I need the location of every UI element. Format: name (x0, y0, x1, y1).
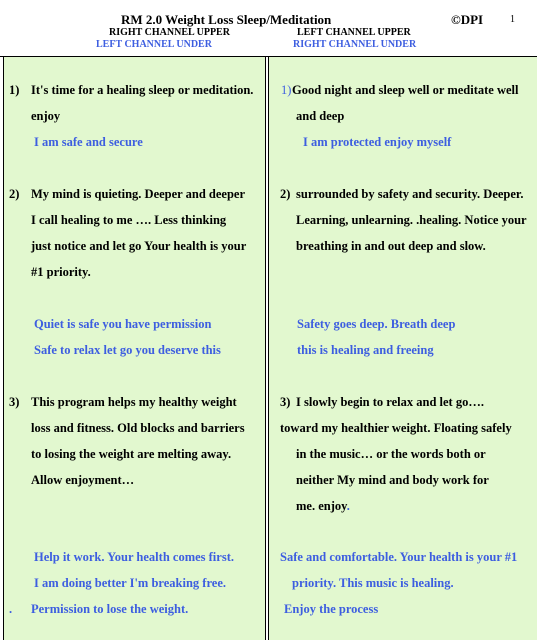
left-section-2-affirmation: Quiet is safe you have permission (34, 317, 212, 331)
center-divider-inner (268, 57, 269, 640)
right-section-3-line: toward my healthier weight. Floating safely (280, 421, 512, 435)
right-section-3-period: . (346, 499, 350, 513)
left-section-2-line: just notice and let go Your health is your (31, 239, 247, 253)
left-column-upper-label: RIGHT CHANNEL UPPER (109, 27, 230, 38)
right-section-3-affirmation: priority. This music is healing. (292, 576, 454, 590)
right-section-2-line: breathing in and out deep and slow. (296, 239, 486, 253)
right-section-1-line: and deep (296, 109, 345, 123)
left-section-3-line: Allow enjoyment… (31, 473, 135, 487)
left-section-1-affirmation: I am safe and secure (34, 135, 143, 149)
right-section-2-line: surrounded by safety and security. Deeper. (296, 187, 524, 201)
left-section-1-line: enjoy (31, 109, 61, 123)
right-section-3-line: I slowly begin to relax and let go…. (296, 395, 484, 409)
left-section-3-line: loss and fitness. Old blocks and barriers (31, 421, 245, 435)
left-section-3-number: 3) (9, 395, 20, 409)
left-section-3-affirmation: Permission to lose the weight. (31, 602, 189, 616)
page-number: 1 (510, 14, 515, 25)
right-section-3-affirmation: Safe and comfortable. Your health is your #1 (280, 550, 518, 564)
left-section-2-number: 2) (9, 187, 20, 201)
right-section-3-affirmation: Enjoy the process (284, 602, 379, 616)
right-section-3-line: neither My mind and body work for (296, 473, 489, 487)
center-divider (265, 57, 266, 640)
left-section-1-line: It's time for a healing sleep or meditation. (31, 83, 254, 97)
left-section-2-line: My mind is quieting. Deeper and deeper (31, 187, 246, 201)
left-border (3, 57, 4, 640)
left-section-3-affirmation: Help it work. Your health comes first. (34, 550, 234, 564)
right-section-3-line (296, 500, 350, 513)
right-section-1-affirmation: I am protected enjoy myself (303, 135, 452, 149)
right-section-2-line: Learning, unlearning. .healing. Notice your (296, 213, 527, 227)
left-section-3-affirmation: I am doing better I'm breaking free. (34, 576, 227, 590)
right-section-3-enjoy: me. enjoy (296, 499, 347, 513)
left-section-2-affirmation: Safe to relax let go you deserve this (34, 343, 221, 357)
copyright-mark: ©DPI (451, 12, 484, 27)
left-column-under-label: LEFT CHANNEL UNDER (96, 39, 212, 50)
left-section-3-line: to losing the weight are melting away. (31, 447, 232, 461)
left-section-3-line: This program helps my healthy weight (31, 395, 237, 409)
left-section-3-bullet: . (9, 602, 13, 616)
right-section-1-line: Good night and sleep well or meditate well (292, 83, 519, 97)
right-section-3-line: in the music… or the words both or (296, 447, 486, 461)
left-section-2-line: #1 priority. (31, 265, 91, 279)
left-section-2-line: I call healing to me …. Less thinking (31, 213, 227, 227)
right-section-1-number: 1) (281, 83, 292, 97)
right-section-3-number: 3) (280, 395, 291, 409)
right-section-2-affirmation: this is healing and freeing (297, 343, 434, 357)
right-column-upper-label: LEFT CHANNEL UPPER (297, 27, 411, 38)
right-column-under-label: RIGHT CHANNEL UNDER (293, 39, 417, 50)
document-title: RM 2.0 Weight Loss Sleep/Meditation (121, 12, 332, 27)
document-header (0, 0, 537, 56)
left-section-1-number: 1) (9, 83, 20, 97)
right-section-2-affirmation: Safety goes deep. Breath deep (297, 317, 456, 331)
right-section-2-number: 2) (280, 187, 291, 201)
